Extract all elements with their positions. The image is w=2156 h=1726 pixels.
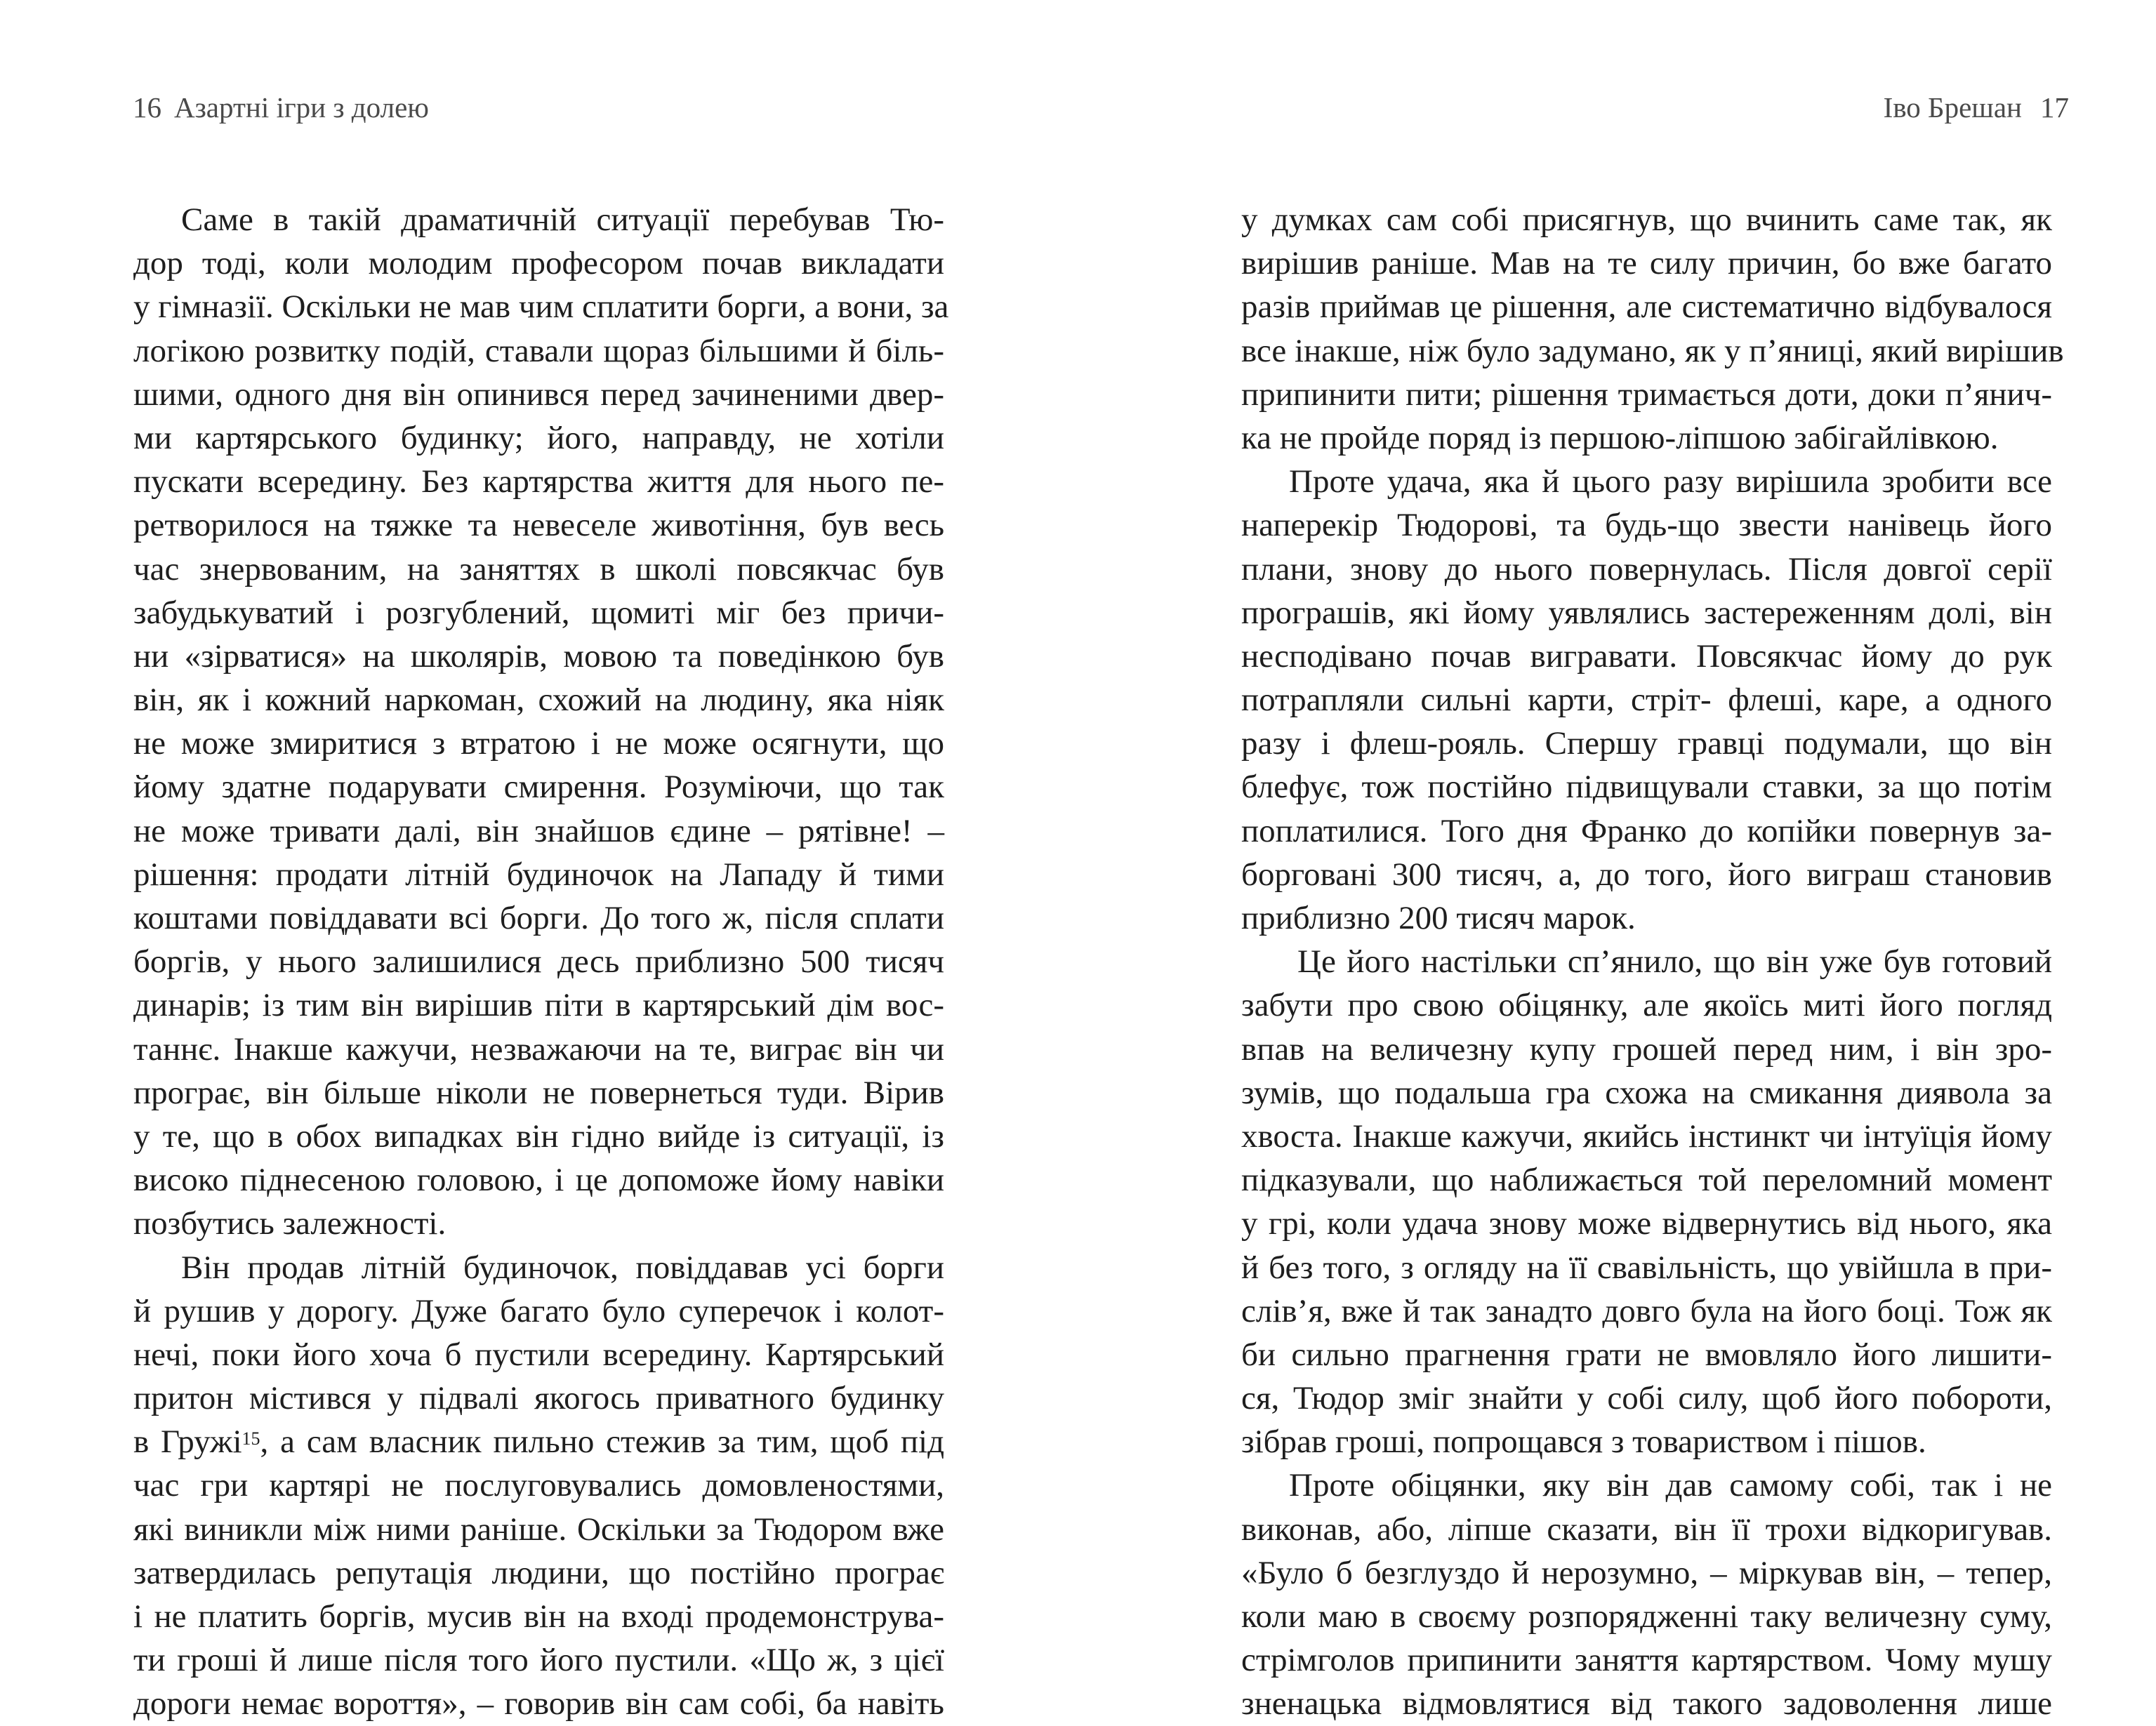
text-line: Проте удача, яка й цього разу вирішила зробити все: [1289, 463, 2052, 500]
text-line: ка не пройде поряд із першою-ліпшою забігайлівкою.: [1241, 419, 1999, 456]
footnote-reference[interactable]: 15: [242, 1428, 260, 1449]
text-line: блефує, тож постійно підвищували ставки, за що потім: [1241, 769, 2052, 806]
text-line: ти гроші й лише після того його пустили. «Що ж, з цієї: [133, 1642, 944, 1679]
text-fragment: в Гружі: [133, 1423, 242, 1461]
text-line: програє, він більше ніколи не повернеться туди. Вірив: [133, 1074, 944, 1111]
text-line: приблизно 200 тисяч марок.: [1241, 900, 1636, 936]
text-line: плани, знову до нього повернулась. Після довгої серії: [1241, 550, 2052, 587]
text-line: ретворилося на тяжке та невеселе животіння, був весь: [133, 507, 944, 544]
text-line: коштами повіддавати всі борги. До того ж, після сплати: [133, 900, 944, 936]
text-line: дороги немає вороття», – говорив він сам собі, ба навіть: [133, 1685, 944, 1722]
text-line: припинити пити; рішення тримається доти, доки п’янич-: [1241, 376, 2052, 413]
page-number-right: 17: [2040, 91, 2069, 124]
text-line: Це його настільки сп’янило, що він уже був готовий: [1297, 943, 2052, 981]
text-line: разу і флеш-рояль. Спершу гравці подумали, що він: [1241, 725, 2052, 762]
text-line: вирішив раніше. Мав на те силу причин, бо вже багато: [1241, 245, 2052, 282]
text-line: разів приймав це рішення, але систематично відбувалося: [1241, 288, 2052, 326]
text-line: стрімголов припинити заняття картярством. Чому мушу: [1241, 1642, 2052, 1679]
text-line: зненацька відмовлятися від такого задоволення лише: [1241, 1685, 2052, 1722]
text-line: «Було б безглуздо й нерозумно, – міркував він, – тепер,: [1241, 1554, 2052, 1591]
text-line: дор тоді, коли молодим професором почав викладати: [133, 245, 944, 282]
text-line: у гімназії. Оскільки не мав чим сплатити борги, а вони, за: [133, 288, 949, 326]
text-line: підказували, що наближається той переломний момент: [1241, 1162, 2052, 1199]
text-line: зібрав гроші, попрощався з товариством і пішов.: [1241, 1423, 1926, 1461]
text-line: у те, що в обох випадках він гідно вийде із ситуації, із: [133, 1117, 944, 1155]
text-line: коли маю в своєму розпорядженні таку величезну суму,: [1241, 1598, 2052, 1635]
right-running-head: [1884, 90, 2069, 125]
text-line: у думках сам собі присягнув, що вчинить саме так, як: [1241, 201, 2052, 238]
text-line: він, як і кожний наркоман, схожий на людину, яка ніяк: [133, 682, 944, 719]
text-line: нечі, поки його хоча б пустили всередину. Картярський: [133, 1336, 944, 1373]
text-line: поплатилися. Того дня Франко до копійки повернув за-: [1241, 812, 2052, 849]
text-line: час знервованим, на заняттях в школі повсякчас був: [133, 550, 944, 587]
left-body-text: [133, 198, 949, 1726]
text-line: би сильно прагнення грати не вмовляло його лишити-: [1241, 1336, 2052, 1373]
text-line: логікою розвитку подій, ставали щораз більшими й біль-: [133, 332, 944, 369]
text-line: борговані 300 тисяч, а, до того, його виграш становив: [1241, 856, 2052, 893]
text-line: затвердилась репутація людини, що постійно програє: [133, 1554, 944, 1591]
text-line: не може змиритися з втратою і не може осягнути, що: [133, 725, 944, 762]
text-line: ни «зірватися» на школярів, мовою та поведінкою був: [133, 637, 944, 675]
text-line: динарів; із тим він вирішив піти в картярський дім вос-: [133, 987, 944, 1024]
page-number-left: 16: [133, 91, 161, 124]
text-line: наперекір Тюдорові, та будь-що звести нанівець його: [1241, 507, 2052, 544]
text-line: забути про свою обіцянку, але якоїсь миті його погляд: [1241, 987, 2052, 1024]
text-line: й без того, з огляду на її свавільність, що увійшла в при-: [1241, 1249, 2052, 1286]
text-line: притон містився у підвалі якогось приватного будинку: [133, 1380, 944, 1417]
text-line: й рушив у дорогу. Дуже багато було суперечок і колот-: [133, 1292, 944, 1329]
text-line: хвоста. Інакше кажучи, якийсь інстинкт чи інтуїція йому: [1241, 1117, 2052, 1155]
text-line: у грі, коли удача знову може відвернутись від нього, яка: [1241, 1205, 2052, 1242]
text-line: несподівано почав вигравати. Повсякчас йому до рук: [1241, 637, 2052, 675]
text-line: ми картярського будинку; його, направду, не хотіли: [133, 419, 944, 456]
text-line: йому здатне подарувати смирення. Розуміючи, що так: [133, 769, 944, 806]
text-line: забудькуватий і розгублений, щомиті міг без причи-: [133, 594, 944, 631]
running-title-right: Іво Брешан: [1883, 91, 2022, 124]
left-page: [0, 0, 1078, 1725]
text-line: зумів, що подальша гра схожа на смикання диявола за: [1241, 1074, 2052, 1111]
text-line: боргів, у нього залишилися десь приблизно 500 тисяч: [133, 943, 944, 981]
text-line: слів’я, вже й так занадто довго була на його боці. Тож як: [1241, 1292, 2052, 1329]
text-line: Проте обіцянки, яку він дав самому собі, так і не: [1289, 1467, 2052, 1504]
right-page: [1078, 0, 2156, 1725]
text-line: рішення: продати літній будиночок на Лападу й тими: [133, 856, 944, 893]
text-fragment: , а сам власник пильно стежив за тим, щоб під: [260, 1423, 944, 1461]
text-line: які виникли між ними раніше. Оскільки за Тюдором вже: [133, 1511, 944, 1548]
text-line: програшів, які йому уявлялись застереженням долі, він: [1241, 594, 2052, 631]
text-line: позбутись залежності.: [133, 1205, 447, 1242]
text-line: час гри картярі не послуговувались домовленостями,: [133, 1467, 944, 1504]
text-line: шими, одного дня він опинився перед зачиненими двер-: [133, 376, 944, 413]
right-body-text: [1241, 198, 2064, 1726]
running-title-left: Азартні ігри з долею: [174, 91, 429, 124]
text-line: все інакше, ніж було задумано, як у п’яниці, який вирішив: [1241, 332, 2064, 369]
text-line: виконав, або, ліпше сказати, він її трохи відкоригував.: [1241, 1511, 2052, 1548]
text-line: високо піднесеною головою, і це допоможе йому навіки: [133, 1162, 944, 1199]
text-line: Саме в такій драматичній ситуації перебував Тю-: [181, 201, 944, 238]
text-line: Він продав літній будиночок, повіддавав усі борги: [181, 1249, 944, 1286]
text-line-with-footnote: [133, 1420, 944, 1463]
left-running-head: [133, 90, 429, 125]
text-line: не може тривати далі, він знайшов єдине – рятівне! –: [133, 812, 944, 849]
text-line: ся, Тюдор зміг знайти у собі силу, щоб його побороти,: [1241, 1380, 2052, 1417]
text-line: потрапляли сильні карти, стріт- флеші, каре, а одного: [1241, 682, 2052, 719]
text-line: таннє. Інакше кажучи, незважаючи на те, виграє він чи: [133, 1030, 944, 1068]
text-line: пускати всередину. Без картярства життя для нього пе-: [133, 463, 944, 500]
text-line: і не платить боргів, мусив він на вході продемонструва-: [133, 1598, 944, 1635]
text-line: впав на величезну купу грошей перед ним, і він зро-: [1241, 1030, 2052, 1068]
